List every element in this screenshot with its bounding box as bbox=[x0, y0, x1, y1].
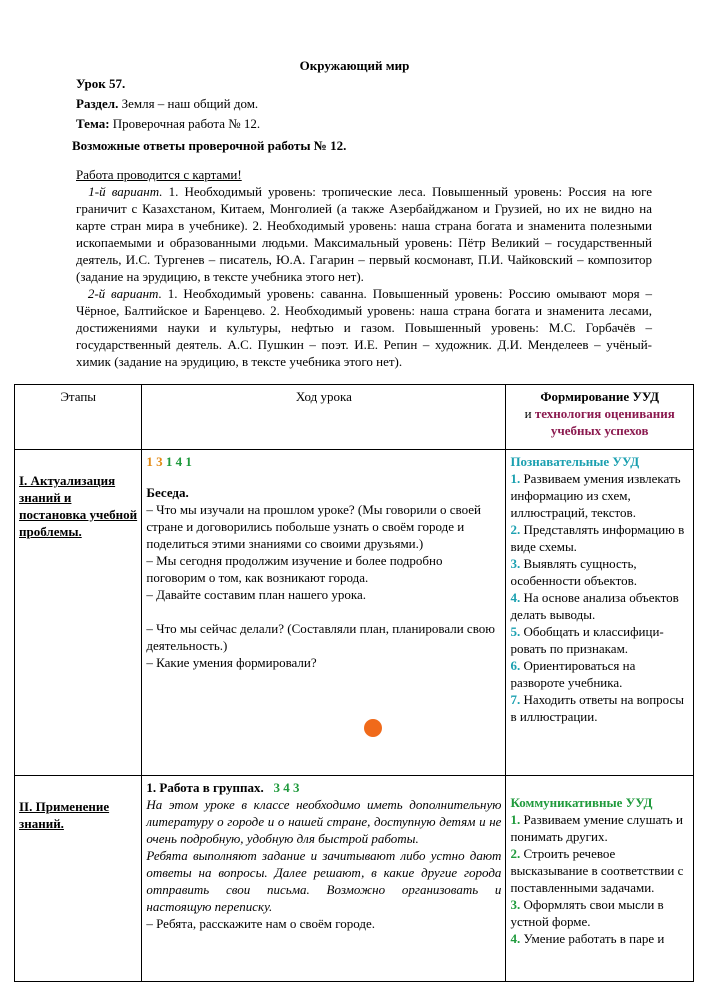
stage-cell: I. Актуализация знаний и постановка учебной проблемы. bbox=[15, 450, 142, 776]
uud-item: 4. Умение работать в паре и bbox=[510, 931, 665, 946]
uud-heading: Коммуникативные УУД bbox=[510, 795, 653, 810]
header-stages: Этапы bbox=[15, 385, 142, 450]
answers-block bbox=[76, 166, 652, 370]
topic-line: Тема: Проверочная работа № 12. bbox=[76, 116, 261, 131]
variant-1: 1-й вариант. 1. Необходимый уровень: тропические леса. Повышенный уровень: Россия на юге граничит с Казахстаном, Китаем, Монголией (а также Азербайджаном и Грузией, но их не видно на карте стран мира в учебнике). 2. Необходимый уровень: наша страна богата и знаменита полезными ископаемыми и образованными людьми. Максимальный уровень: Пётр Великий – государственный деятель, И.С. Тургенев – писатель, Ю.А. Гагарин – первый космонавт, П.И. Чайковский – композитор (задание на эрудицию, в тексте учебника этого нет). bbox=[76, 184, 652, 284]
variant-2: 2-й вариант. 1. Необходимый уровень: саванна. Повышенный уровень: Россию омывают моря – Чёрное, Балтийское и Баренцево. 2. Необходимый уровень: наша страна богата и знаменита лесами, достижениями науки и культуры, нефтью и газом. Повышенный уровень: М.С. Горбачёв – государственный деятель. А.С. Пушкин – поэт. И.Е. Репин – художник. Д.И. Менделеев – учёный-химик (задание на эрудицию, в тексте учебника этого нет). bbox=[76, 286, 652, 369]
table-row bbox=[15, 450, 694, 776]
section-line: Раздел. Земля – наш общий дом. bbox=[76, 96, 259, 111]
course-cell: 1 3 1 4 1 Беседа. – Что мы изучали на прошлом уроке? (Мы говорили о своей стране и договорились побольше узнать о своём городе и поделиться этими знаниями со своими друзьями.) – Мы сегодня продолжим изучение и более подробно поговорим о том, как возникают города. – Давайте составим план нашего урока. – Что мы сейчас делали? (Составляли план, планировали свою деятельность.) – Какие умения формировали? bbox=[142, 450, 506, 776]
orange-marker-dot bbox=[364, 719, 382, 737]
header-uud: Формирование УУД и технология оценивания учебных успехов bbox=[506, 385, 694, 450]
table-header-row bbox=[15, 385, 694, 450]
uud-item: 4. На основе анализа объектов делать выводы. bbox=[510, 590, 679, 622]
course-line: – Ребята, расскажите нам о своём городе. bbox=[146, 916, 375, 931]
italic-paragraph: Ребята выполняют задание и зачитывают либо устно дают ответы на вопросы. Далее решают, в какие другие города отправить свои письма. Возможно организовать и настоящую переписку. bbox=[146, 848, 502, 914]
uud-item: 2. Представлять информацию в виде схемы. bbox=[510, 522, 685, 554]
lesson-number: Урок 57. bbox=[76, 76, 126, 91]
uud-item: 6. Ориентироваться на развороте учебника. bbox=[510, 658, 636, 690]
answers-heading: Возможные ответы проверочной работы № 12. bbox=[72, 138, 347, 153]
course-line: – Давайте составим план нашего урока. bbox=[146, 587, 367, 602]
header-course: Ход урока bbox=[142, 385, 506, 450]
course-line: – Что мы изучали на прошлом уроке? (Мы говорили о своей стране и договорились побольше узнать о своём городе и поделиться этими знаниями со своими друзьями.) bbox=[146, 502, 481, 551]
course-cell: 1. Работа в группах. 3 4 3 На этом уроке в классе необходимо иметь дополнительную литературу о городе и о нашей стране, доступную детям и не очень подробную, удобную для быстрой работы. Ребята выполняют задание и зачитывают либо устно дают ответы на вопросы. Далее решают, в какие другие города отправить свои письма. Возможно организовать и настоящую переписку. – Ребята, расскажите нам о своём городе. bbox=[142, 776, 506, 982]
italic-paragraph: На этом уроке в классе необходимо иметь дополнительную литературу о городе и о нашей стране, доступную детям и не очень подробную, удобную для быстрой работы. bbox=[146, 797, 502, 846]
work-note: Работа проводится с картами! bbox=[76, 167, 242, 182]
uud-heading: Познавательные УУД bbox=[510, 454, 640, 469]
uud-cell bbox=[506, 450, 694, 776]
uud-item: 1. Развиваем умения извлекать информацию из схем, иллюстраций, текстов. bbox=[510, 471, 681, 520]
lesson-table bbox=[14, 384, 694, 982]
stage-cell: II. Применение знаний. bbox=[15, 776, 142, 982]
uud-item: 3. Оформлять свои мысли в устной форме. bbox=[510, 897, 664, 929]
uud-item: 2. Строить речевое высказывание в соответствии с поставленными задачами. bbox=[510, 846, 684, 895]
table-row bbox=[15, 776, 694, 982]
course-line: – Что мы сейчас делали? (Составляли план, планировали свою деятельность.) bbox=[146, 621, 495, 653]
course-line: – Какие умения формировали? bbox=[146, 655, 317, 670]
uud-item: 7. Находить ответы на вопросы в иллюстрации. bbox=[510, 692, 684, 724]
uud-item: 5. Обобщать и классифици-ровать по признакам. bbox=[510, 624, 664, 656]
course-line: – Мы сегодня продолжим изучение и более подробно поговорим о том, как возникают города. bbox=[146, 553, 443, 585]
conversation-label: Беседа. bbox=[146, 485, 189, 500]
document-title: Окружающий мир bbox=[299, 58, 410, 73]
uud-cell bbox=[506, 776, 694, 982]
uud-item: 3. Выявлять сущность, особенности объектов. bbox=[510, 556, 637, 588]
uud-item: 1. Развиваем умение слушать и понимать других. bbox=[510, 812, 683, 844]
